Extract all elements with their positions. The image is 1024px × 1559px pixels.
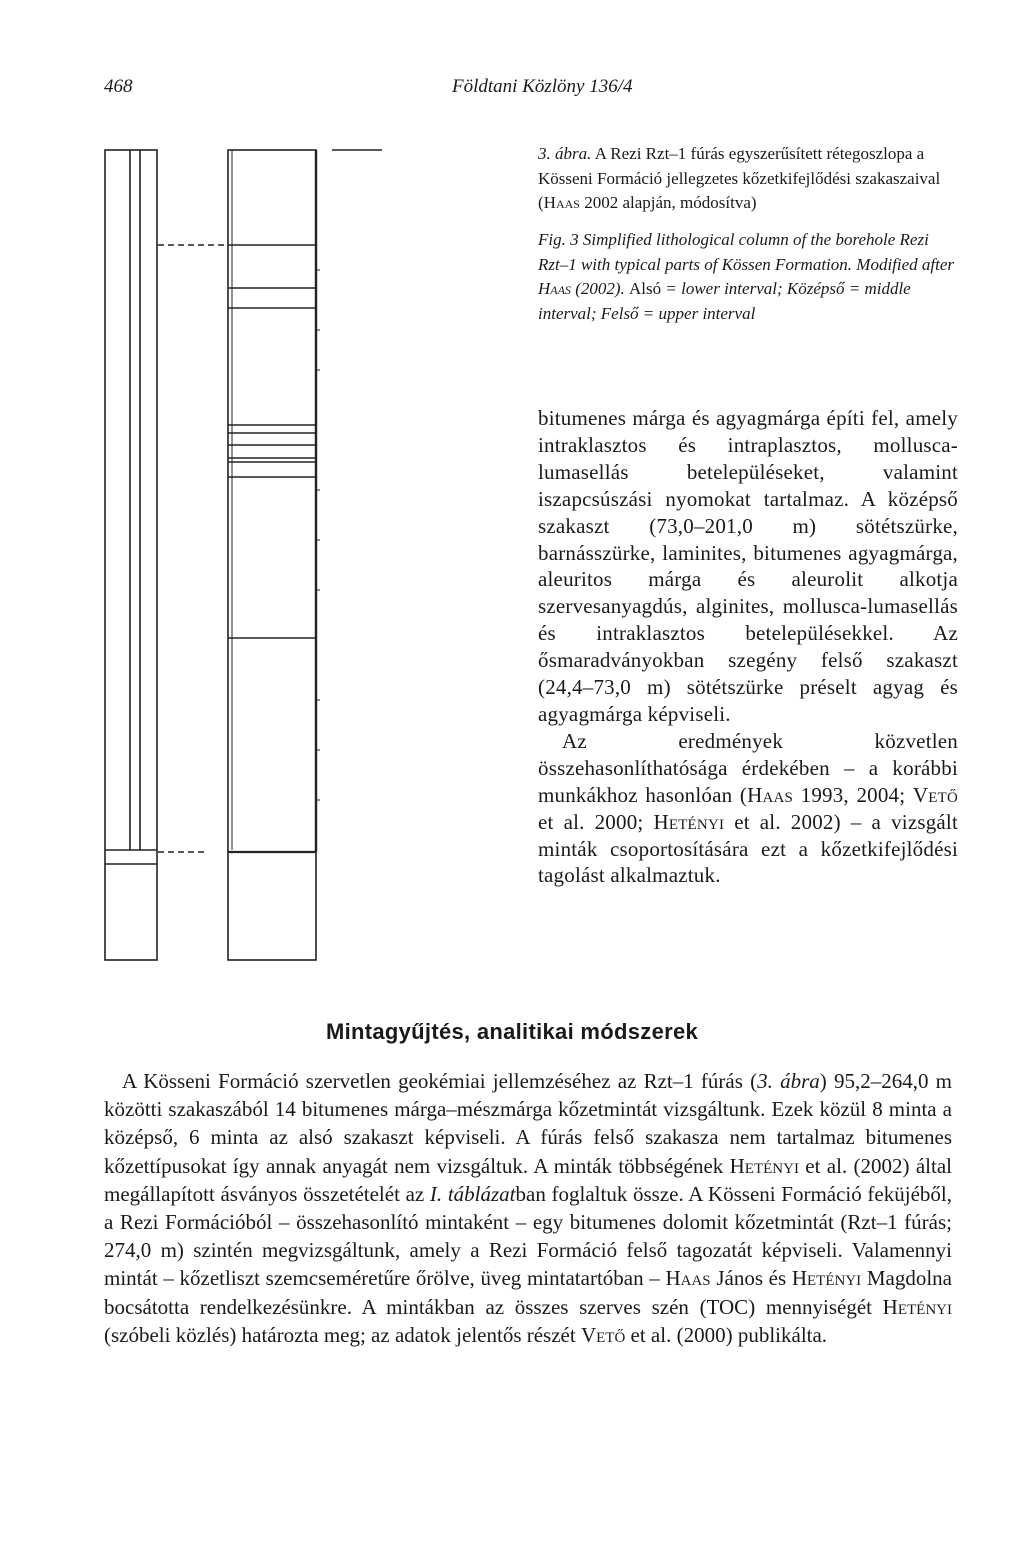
figure-caption-english xyxy=(538,228,962,326)
author-name: Haas xyxy=(538,279,571,298)
journal-title: Földtani Közlöny 136/4 xyxy=(452,76,633,97)
caption-year: (2002). xyxy=(570,279,630,298)
section-heading: Mintagyűjtés, analitikai módszerek xyxy=(325,1019,699,1044)
right-column xyxy=(228,150,316,960)
figure-caption-hungarian xyxy=(538,142,962,216)
paragraph: bitumenes márga és agyagmárga építi fel, amely intraklasztos és intraplasztos, mollusca-lumasellás betelepüléseket, valamint iszapcsúszási nyomokat tartalmaz. A középső szakaszt (73,0–201,0 m) sötétszürke, barnásszürke, laminites, bitumenes agyagmárga, aleuritos márga és aleurolit alkotja szervesanyagdús, alginites, mollusca-lumasellás és intraklasztos betelepülésekkel. Az ősmaradványokban szegény felső szakaszt (24,4–73,0 m) sötétszürke préselt agyag és agyagmárga képviseli. xyxy=(538,406,958,726)
figure-reference: 3. ábra xyxy=(757,1069,820,1093)
caption-also: Alsó xyxy=(629,279,662,298)
body-paragraph: A Kösseni Formáció szervetlen geokémiai jellemzéséhez az Rzt–1 fúrás (3. ábra) 95,2–264,0 m közötti szakaszából 14 bitumenes márga–mészmárga kőzetmintát vizsgáltunk. Ezek közül 8 minta a középső, 6 minta az alsó szakaszt képviseli. A fúrás felső szakasza nem tartalmaz bitumenes kőzettípusokat így annak anyagát nem vizsgáltuk. A minták többségének Hetényi et al. (2002) által megállapított ásványos összetételét az I. táblázatban foglaltuk össze. A Kösseni Formáció feküjéből, a Rezi Formációból – összehasonlító mintaként – egy bitumenes dolomit kőzetmintát (Rzt–1 fúrás; 274,0 m) szintén megvizsgáltunk, amely a Rezi Formáció felső tagozatát képviseli. Valamennyi mintát – kőzetliszt szemcseméretűre őrölve, üveg mintatartóban – Haas János és Hetényi Magdolna bocsátotta rendelkezésünkre. A mintákban az összes szerves szén (TOC) mennyiségét Hetényi (szóbeli közlés) határozta meg; az adatok jelentős részét Vető et al. (2000) publikálta. xyxy=(104,1069,953,1347)
caption-text: A Rezi Rzt–1 fúrás egyszerűsített rétegoszlopa a Kösseni Formáció jellegzetes kőzetkifejlődési szakaszaival ( xyxy=(538,144,941,212)
left-column xyxy=(105,150,157,960)
lithological-column-figure xyxy=(100,140,400,970)
caption-tail: = lower interval; Középső = middle interval; Felső = upper interval xyxy=(538,279,911,323)
paragraph: Az eredmények közvetlen összehasonlíthatósága érdekében – a korábbi munkákhoz hasonlóan (Haas 1993, 2004; Vető et al. 2000; Hetényi et al. 2002) – a vizsgált minták csoportosítására ezt a kőzetkifejlődési tagolást alkalmaztuk. xyxy=(538,728,958,888)
caption-label: Fig. 3 xyxy=(538,230,579,249)
caption-tail: 2002 alapján, módosítva) xyxy=(579,193,757,212)
table-reference: I. táblázat xyxy=(429,1181,516,1206)
caption-text: Simplified lithological column of the borehole Rezi Rzt–1 with typical parts of Kössen Formation. Modified after xyxy=(538,230,955,274)
caption-label: 3. ábra. xyxy=(538,144,592,163)
side-column-text xyxy=(538,405,958,889)
page-number: 468 xyxy=(104,76,133,97)
author-name: Haas xyxy=(543,193,580,212)
